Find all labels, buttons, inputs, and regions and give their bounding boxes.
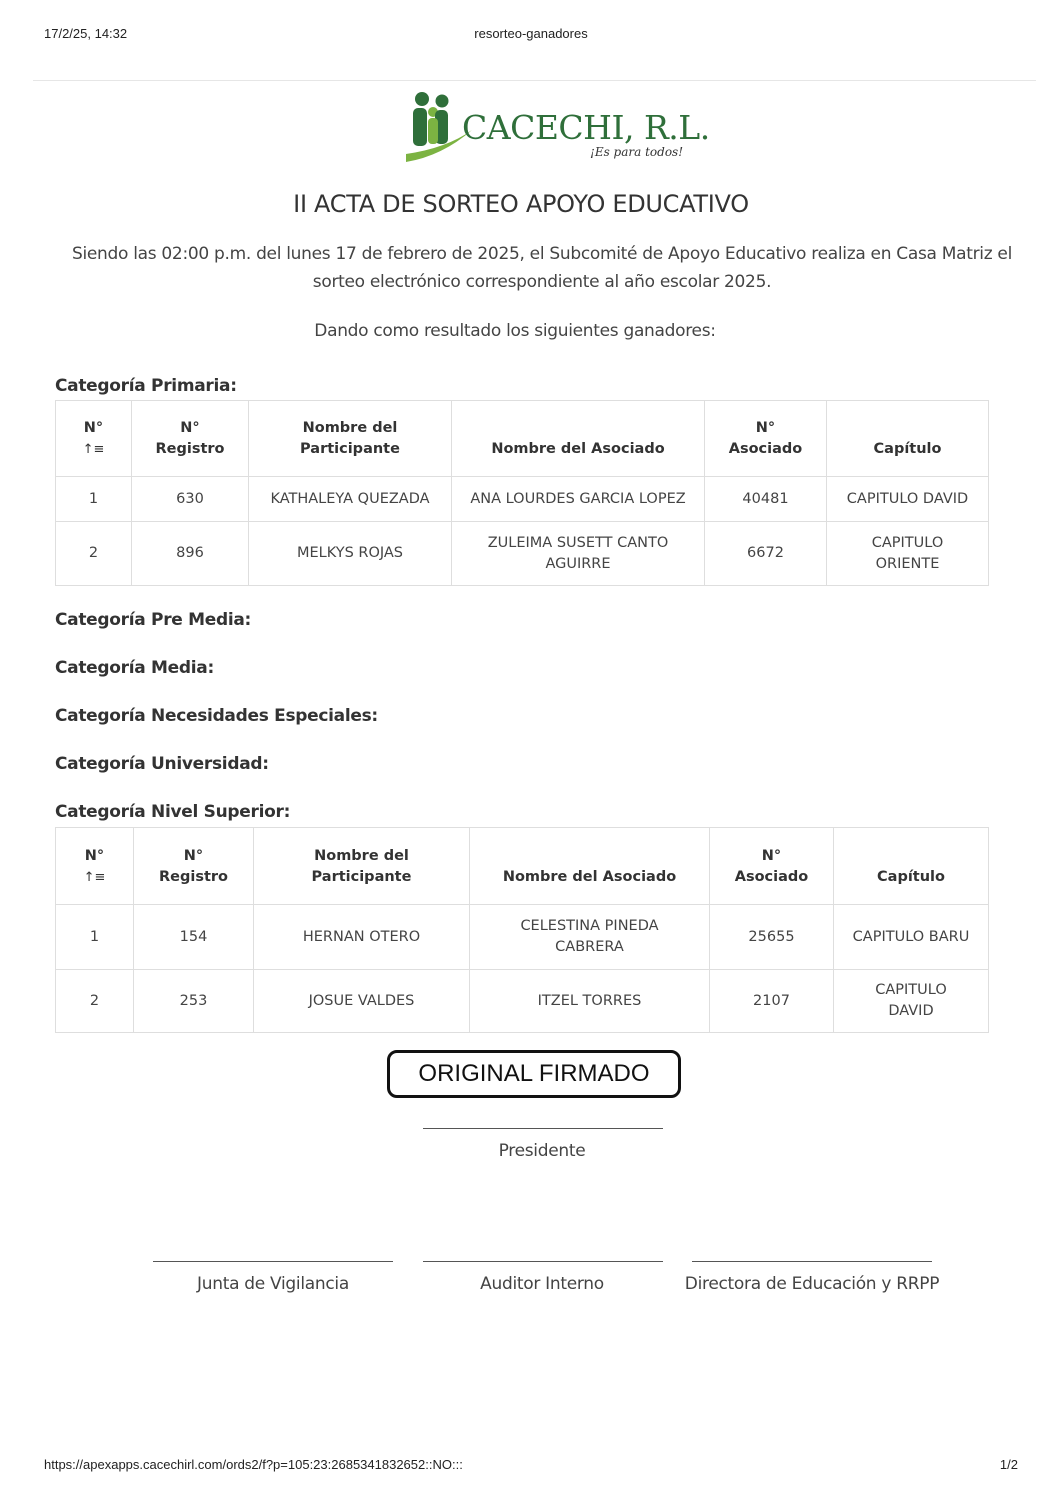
signature-label-presidente: Presidente [498,1141,586,1161]
cell-participante: JOSUE VALDES [254,970,470,1033]
table-row [56,905,989,970]
table-row [56,970,989,1033]
col-asociado-header[interactable]: Nombre del Asociado [452,401,705,477]
signature-line-directora [692,1261,932,1262]
cell-num: 1 [56,905,134,970]
col-asociado-header[interactable]: Nombre del Asociado [470,828,710,905]
signature-line-auditor [423,1261,663,1262]
col-num-asociado-label-2: Asociado [728,441,803,457]
page-title: II ACTA DE SORTEO APOYO EDUCATIVO [293,190,749,218]
col-registro-header[interactable] [132,401,249,477]
print-page-number: 1/2 [999,1457,1018,1472]
intro-paragraph [68,240,1016,296]
col-registro-label-2: Registro [158,869,229,885]
cell-participante: KATHALEYA QUEZADA [249,477,452,522]
col-participante-label-1: Nombre del [302,420,398,436]
cell-capitulo: CAPITULO DAVID [827,477,989,522]
col-participante-header[interactable] [249,401,452,477]
col-participante-header[interactable] [254,828,470,905]
result-intro: Dando como resultado los siguientes ganadores: [314,321,716,341]
print-datetime: 17/2/25, 14:32 [44,26,128,41]
col-num-asociado-header[interactable] [705,401,827,477]
signature-label-auditor: Auditor Interno [480,1274,604,1294]
col-participante-label-1: Nombre del [314,848,409,864]
table-row [56,477,989,522]
col-num-asociado-header[interactable] [710,828,834,905]
cell-registro: 253 [134,970,254,1033]
original-firmado-stamp: ORIGINAL FIRMADO [387,1050,681,1098]
logo-tagline: ¡Es para todos! [590,145,684,159]
table-row [56,522,989,586]
category-superior-heading: Categoría Nivel Superior: [55,802,291,822]
cell-capitulo: CAPITULO BARU [834,905,989,970]
col-registro-label-1: N° [183,848,204,864]
cell-registro: 630 [132,477,249,522]
cell-participante: HERNAN OTERO [254,905,470,970]
category-universidad-heading: Categoría Universidad: [55,754,269,774]
col-participante-label-2: Participante [300,441,400,457]
col-num-header[interactable] [56,828,134,905]
signature-label-junta: Junta de Vigilancia [197,1274,349,1294]
cell-asociado: ZULEIMA SUSETT CANTO AGUIRRE [452,522,705,586]
col-num-asociado-label-1: N° [755,420,776,436]
category-media-heading: Categoría Media: [55,658,214,678]
header-divider [33,80,1036,81]
cell-num: 2 [56,970,134,1033]
cell-num-asociado: 2107 [710,970,834,1033]
col-num-asociado-label-2: Asociado [734,869,809,885]
print-header [44,26,1018,46]
signature-label-directora: Directora de Educación y RRPP [684,1274,940,1294]
cell-registro: 154 [134,905,254,970]
category-necesidades-heading: Categoría Necesidades Especiales: [55,706,378,726]
table-header-row [56,401,989,477]
cell-num: 2 [56,522,132,586]
cacechi-logo [402,90,710,166]
cell-capitulo: CAPITULO DAVID [834,970,989,1033]
intro-line-1: Siendo las 02:00 p.m. del lunes 17 de febrero de 2025, el Subcomité de Apoyo Educativo realiza en Casa Matriz el [71,244,1013,264]
cell-num-asociado: 40481 [705,477,827,522]
col-registro-label-2: Registro [155,441,225,457]
primaria-table [55,400,989,586]
cell-capitulo: CAPITULO ORIENTE [827,522,989,586]
category-primaria-heading: Categoría Primaria: [55,376,237,396]
table-header-row [56,828,989,905]
cell-asociado: CELESTINA PINEDA CABRERA [470,905,710,970]
superior-table [55,827,989,1033]
cell-num-asociado: 25655 [710,905,834,970]
logo-wordmark: CACECHI, R.L. [462,108,710,147]
sort-ascending-icon[interactable]: ↑≡ [83,870,106,885]
col-capitulo-header[interactable]: Capítulo [834,828,989,905]
col-num-label: N° [84,848,105,864]
col-num-header[interactable] [56,401,132,477]
cell-asociado: ANA LOURDES GARCIA LOPEZ [452,477,705,522]
col-capitulo-header[interactable]: Capítulo [827,401,989,477]
cell-participante: MELKYS ROJAS [249,522,452,586]
sort-ascending-icon[interactable]: ↑≡ [82,442,105,457]
cell-num-asociado: 6672 [705,522,827,586]
print-url: https://apexapps.cacechirl.com/ords2/f?p=105:23:2685341832652::NO::: [44,1457,463,1472]
col-registro-header[interactable] [134,828,254,905]
signature-line-presidente [423,1128,663,1129]
signature-line-junta [153,1261,393,1262]
col-num-label: N° [83,420,104,436]
category-pre-media-heading: Categoría Pre Media: [55,610,252,630]
cell-num: 1 [56,477,132,522]
col-num-asociado-label-1: N° [761,848,782,864]
intro-line-2: sorteo electrónico correspondiente al año escolar 2025. [312,272,772,292]
cell-registro: 896 [132,522,249,586]
print-doc-title: resorteo-ganadores [474,26,588,41]
col-participante-label-2: Participante [311,869,412,885]
col-registro-label-1: N° [180,420,200,436]
cell-asociado: ITZEL TORRES [470,970,710,1033]
